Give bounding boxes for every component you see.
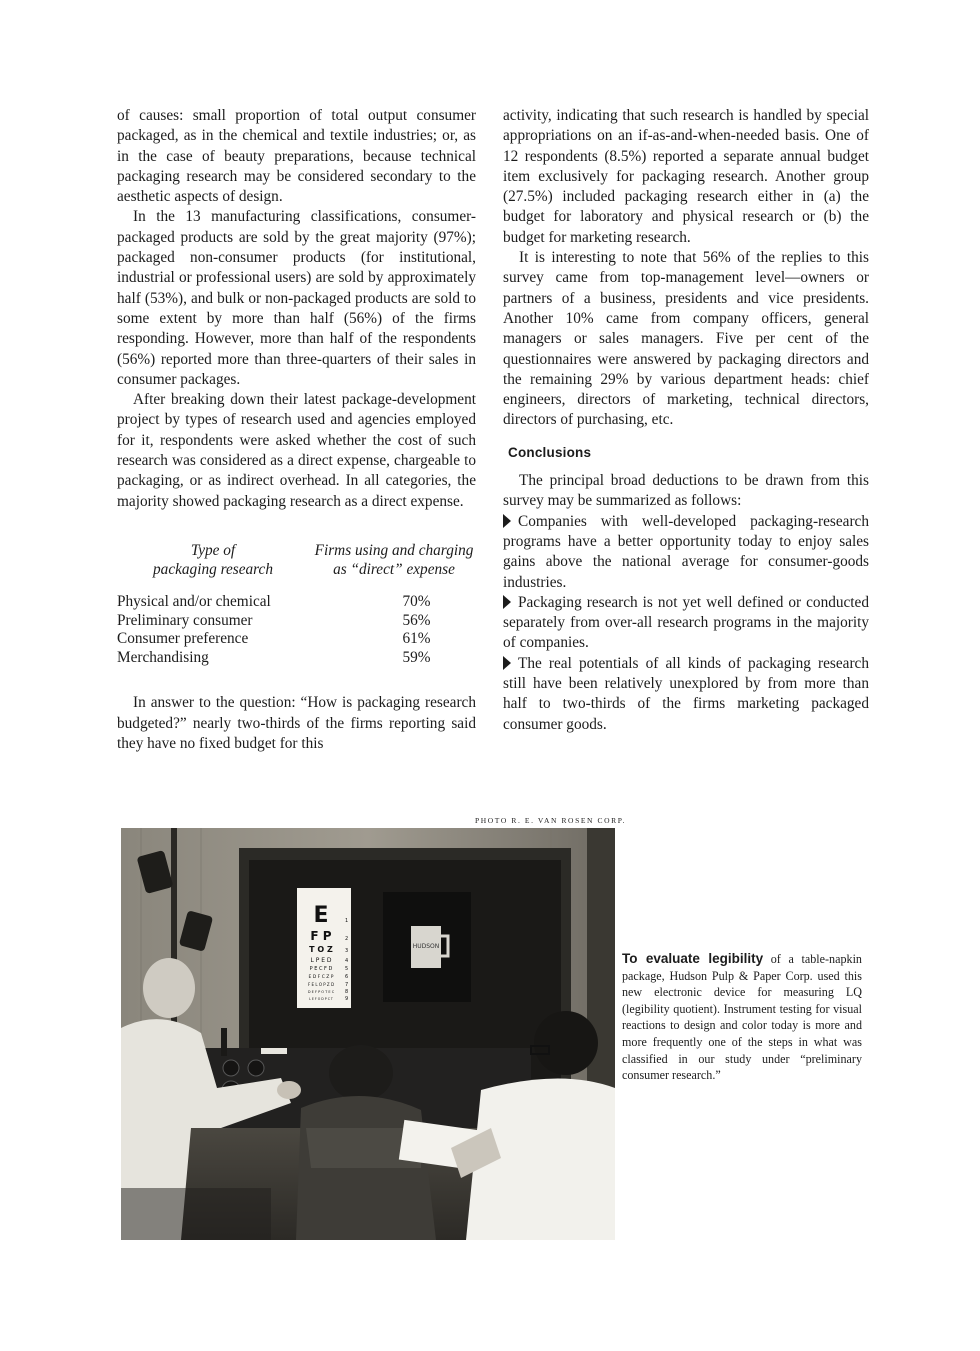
table-cell-type: Merchandising [117,648,209,666]
chart-number: 9 [345,996,349,1002]
research-table [117,540,479,667]
header-type-line2: packaging research [153,560,273,578]
header-firms-line1: Firms using and charging [314,541,474,559]
caption-lead: To evaluate legibility [622,951,764,966]
right-paragraph-3: The principal broad deductions to be drawn from this survey may be summarized as follows: [503,472,869,510]
bullet-text: Packaging research is not yet well defined or conducted separately from over-all research programs in the majority of companies. [503,593,869,652]
chart-number: 4 [345,958,349,964]
eye-chart-row: P E C F D [309,966,333,972]
eye-chart-row: F P [310,929,332,943]
table-cell-type: Preliminary consumer [117,611,253,629]
chart-number: 7 [345,982,349,988]
table-cell-type: Consumer preference [117,630,249,648]
chart-number: 1 [345,918,349,924]
triangle-bullet-icon [503,514,511,528]
eye-chart-row: D E F P O T E C [307,990,335,994]
header-type-line1: Type of [190,541,236,559]
photograph [121,828,615,1240]
eye-chart-row: T O Z [309,945,333,954]
table-cell-type: Physical and/or chemical [117,592,271,610]
right-column [503,106,869,735]
photo-illustration [121,828,615,1240]
left-paragraph-2: In the 13 manufacturing classifications, consumer-packaged products are sold by the great majority (97%); packaged non-consumer products (for institutional, industrial or professional users) are sold by approximately half (53%), and bulk or non-packaged products are sold to some extent by more than half (56%) of the firms responding. However, more than half of the respondents (56%) reported more than three-quarters of their sales in consumer packages. [117,208,476,388]
bullet-text: The real potentials of all kinds of packaging research still have been relatively unexplored by from more than half to two-thirds of the firms marketing packaged consumer goods. [503,654,869,733]
eye-chart-row: F E L O P Z D [307,982,335,987]
table-header-row [117,540,479,593]
eye-chart-row: L E F O D P C T [309,997,333,1001]
right-paragraph-1: activity, indicating that such research is handled by special appropriations on an if-as-and-when-needed basis. One of 12 respondents (8.5%) reported a separate annual budget item exclusively for packaging research. Another group (27.5%) included packaging research either in (a) the budget for laboratory and physical research or (b) the budget for marketing research. [503,107,869,246]
triangle-bullet-icon [503,595,511,609]
left-paragraph-1: of causes: small proportion of total output consumer packaged, as in the chemical and textile industries; or, as in the case of beauty preparations, because technical packaging research may be considered secondary to the aesthetic aspects of design. [117,107,476,206]
left-paragraph-4: In answer to the question: “How is packaging research budgeted?” nearly two-thirds of the firms reporting said they have no fixed budget for this [117,694,476,752]
chair [121,1188,271,1240]
chart-number: 5 [345,966,349,972]
table-cell-value: 56% [402,611,431,629]
conclusion-bullet-2 [503,593,869,654]
table-cell-value: 61% [402,630,431,648]
table-cell-value: 70% [402,592,431,610]
eye-chart-row: L P E D [310,957,332,964]
package-label: HUDSON [412,943,440,950]
table-row [117,612,479,631]
chart-number: 8 [345,989,349,995]
triangle-bullet-icon [503,656,511,670]
nameplate [261,1048,287,1054]
eye-chart-row: E [313,903,329,928]
table-header-type [117,540,309,593]
bullet-text: Companies with well-developed packaging-research programs have a better opportunity today to enjoy sales gains above the national average for consumer-goods industries. [503,512,869,591]
table-row [117,630,479,649]
chart-number: 6 [345,974,349,980]
photo-credit: PHOTO R. E. VAN ROSEN CORP. [475,816,627,825]
table-row [117,649,479,668]
conclusions-heading: Conclusions [508,444,592,460]
photo-caption [622,951,862,1084]
table-row [117,593,479,612]
conclusion-bullet-1 [503,512,869,593]
header-firms-line2: as “direct” expense [333,560,455,578]
eye-chart-row: E D F C Z P [308,975,334,980]
caption-body: of a table-napkin package, Hudson Pulp & Paper Corp. used this new electronic device for measuring LQ (legibility quotient). Instrument testing for visual reactions to design and color today is more and more frequently one of the steps in what was classified in our study under “preliminary consumer research.” [622,952,862,1083]
left-column [117,106,476,754]
table-header-firms [309,540,479,593]
chart-number: 3 [345,948,349,954]
right-paragraph-2: It is interesting to note that 56% of the replies to this survey came from top-management level—owners or partners of a business, presidents and vice presidents. Another 10% came from company officers, general managers or sales managers. Five per cent of the questionnaires were answered by packaging directors and the remaining 29% by various department heads: chief engineers, directors of marketing, technical directors, directors of purchasing, etc. [503,249,869,429]
table-cell-value: 59% [402,648,431,666]
microphone-stand [221,1028,227,1056]
left-paragraph-3: After breaking down their latest package-development project by types of research used and agencies employed for it, respondents were asked whether the cost of such research was considered as a direct expense, chargeable to packaging, or as indirect overhead. In all categories, the majority showed packaging research as a direct expense. [117,391,476,510]
chart-number: 2 [345,936,349,942]
conclusion-bullet-3 [503,654,869,735]
